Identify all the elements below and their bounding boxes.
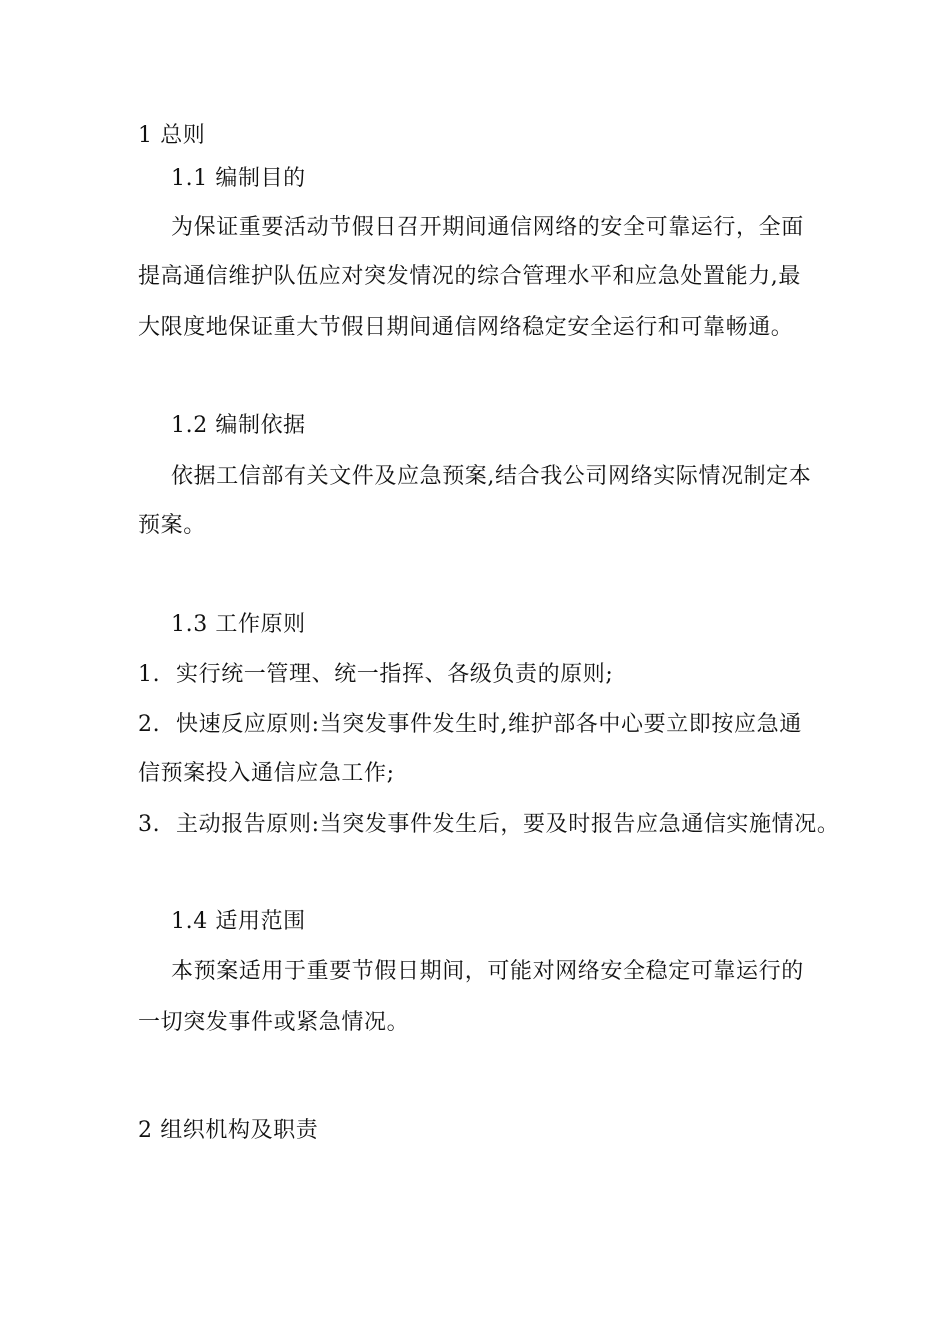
paragraph-line: 依据工信部有关文件及应急预案,结合我公司网络实际情况制定本 [171, 464, 812, 489]
list-item-continuation: 信预案投入通信应急工作; [138, 761, 395, 786]
list-number: 1. [138, 662, 161, 687]
list-text: 快速反应原则:当突发事件发生时,维护部各中心要立即按应急通 [176, 712, 802, 737]
list-item [138, 660, 613, 690]
section-1-3-heading: 1.3 工作原则 [171, 612, 306, 637]
list-number: 3. [138, 812, 161, 837]
paragraph-line: 大限度地保证重大节假日期间通信网络稳定安全运行和可靠畅通。 [138, 315, 794, 340]
paragraph-line: 一切突发事件或紧急情况。 [138, 1010, 410, 1035]
section-1-4-heading: 1.4 适用范围 [171, 909, 306, 934]
list-text: 主动报告原则:当突发事件发生后，要及时报告应急通信实施情况。 [176, 812, 840, 837]
list-text: 实行统一管理、统一指挥、各级负责的原则; [176, 662, 614, 687]
list-number: 2. [138, 712, 161, 737]
section-1-1-heading: 1.1 编制目的 [171, 166, 306, 191]
paragraph-line: 本预案适用于重要节假日期间，可能对网络安全稳定可靠运行的 [171, 959, 804, 984]
section-2-title: 2 组织机构及职责 [138, 1118, 319, 1143]
section-1-2-heading: 1.2 编制依据 [171, 413, 306, 438]
list-item [138, 810, 839, 840]
paragraph-line: 提高通信维护队伍应对突发情况的综合管理水平和应急处置能力,最 [138, 264, 801, 289]
section-1-title: 1 总则 [138, 123, 206, 148]
paragraph-line: 为保证重要活动节假日召开期间通信网络的安全可靠运行，全面 [171, 215, 804, 240]
list-item [138, 710, 802, 740]
paragraph-line: 预案。 [138, 513, 206, 538]
